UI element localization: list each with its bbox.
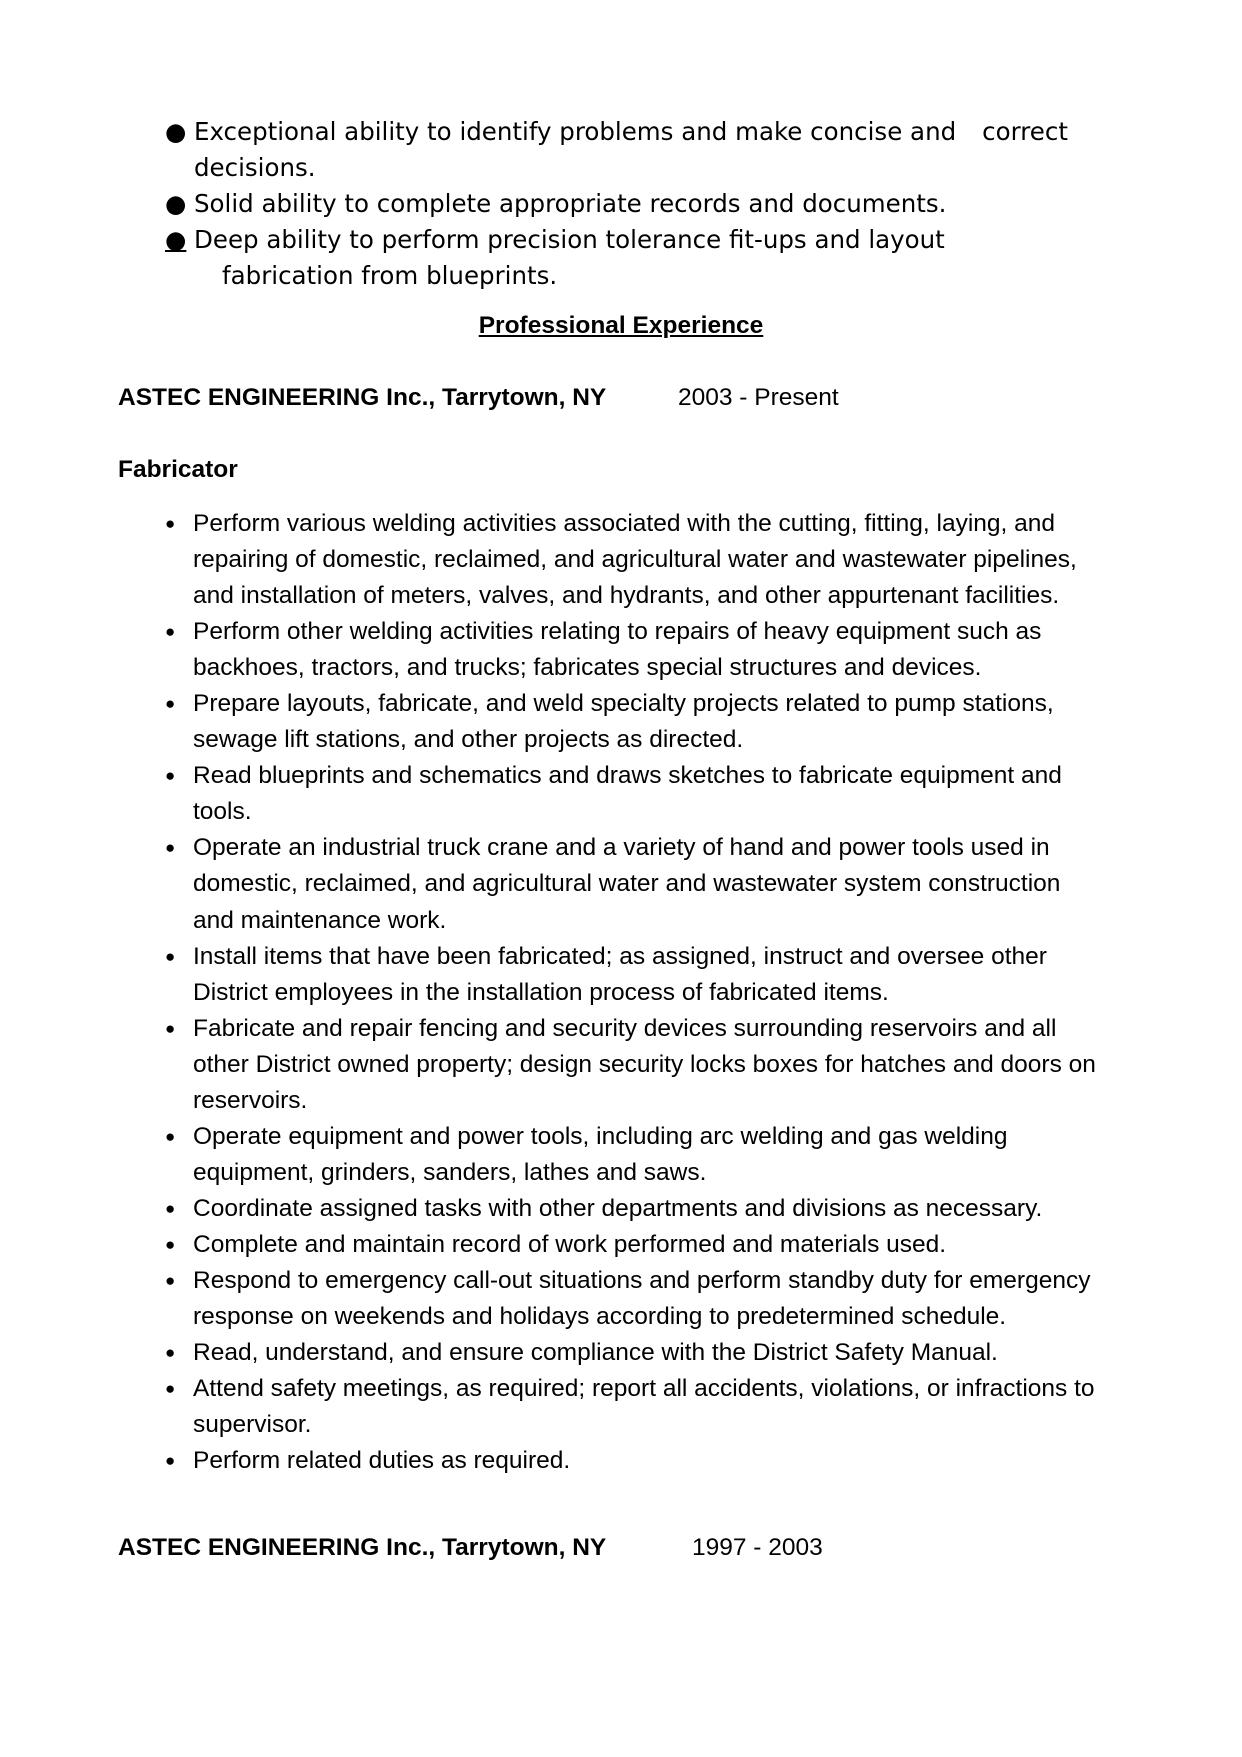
skill-line: Deep ability to perform precision tolerance fit-ups and layout xyxy=(194,225,945,254)
duty-line: domestic, reclaimed, and agricultural water and wastewater system construction xyxy=(193,870,1061,898)
duty-item xyxy=(165,506,1125,614)
skill-line-tail: correct xyxy=(982,117,1068,146)
duty-line: backhoes, tractors, and trucks; fabricates special structures and devices. xyxy=(193,654,982,682)
duties-list xyxy=(165,506,1125,1479)
duty-line: ● Coordinate assigned tasks with other departments and divisions as necessary. xyxy=(193,1194,1043,1222)
duty-line: ● Read, understand, and ensure compliance with the District Safety Manual. xyxy=(193,1339,998,1367)
duty-item xyxy=(165,686,1125,758)
duty-item xyxy=(165,1443,1125,1479)
duty-line: other District owned property; design security locks boxes for hatches and doors on xyxy=(193,1050,1096,1078)
company-name: ASTEC ENGINEERING Inc., Tarrytown, NY xyxy=(118,1534,607,1561)
job-header xyxy=(118,384,839,412)
duty-line: ● Perform various welding activities associated with the cutting, fitting, laying, and xyxy=(193,510,1056,537)
skill-item xyxy=(165,222,1125,294)
duty-line: ● Read blueprints and schematics and draws sketches to fabricate equipment and xyxy=(193,762,1062,790)
duty-item xyxy=(165,830,1125,938)
job-title: Fabricator xyxy=(118,456,238,483)
skills-list xyxy=(165,114,1125,294)
duty-line: reservoirs. xyxy=(193,1086,308,1114)
duty-line: ● Perform related duties as required. xyxy=(193,1447,571,1475)
duty-item xyxy=(165,1119,1125,1191)
duty-item xyxy=(165,939,1125,1011)
duty-line: and maintenance work. xyxy=(193,906,447,934)
duty-line: ● Respond to emergency call-out situations and perform standby duty for emergency xyxy=(193,1266,1091,1294)
duty-item xyxy=(165,1335,1125,1371)
bullet-icon: ● xyxy=(165,117,187,146)
company-name: ASTEC ENGINEERING Inc., Tarrytown, NY xyxy=(118,384,607,411)
duty-item xyxy=(165,614,1125,686)
skill-line: decisions. xyxy=(194,153,316,182)
duty-item xyxy=(165,1263,1125,1335)
duty-line: and installation of meters, valves, and hydrants, and other appurtenant facilities. xyxy=(193,582,1060,610)
duty-line: ● Prepare layouts, fabricate, and weld specialty projects related to pump stations, xyxy=(193,690,1054,718)
duty-line: repairing of domestic, reclaimed, and agricultural water and wastewater pipelines, xyxy=(193,546,1077,574)
duty-line: ● Perform other welding activities relating to repairs of heavy equipment such as xyxy=(193,618,1042,646)
skill-item xyxy=(165,186,1125,222)
duty-line: ● Install items that have been fabricated; as assigned, instruct and oversee other xyxy=(193,942,1047,970)
duty-line: ● Attend safety meetings, as required; report all accidents, violations, or infractions to xyxy=(193,1375,1095,1403)
duty-line: ● Fabricate and repair fencing and security devices surrounding reservoirs and all xyxy=(193,1014,1057,1042)
skill-line: Solid ability to complete appropriate records and documents. xyxy=(194,189,947,218)
duty-item xyxy=(165,1011,1125,1119)
duty-line: ● Operate equipment and power tools, including arc welding and gas welding xyxy=(193,1122,1008,1150)
job-dates: 1997 - 2003 xyxy=(692,1534,823,1561)
section-heading: Professional Experience xyxy=(478,312,764,339)
skill-line: Exceptional ability to identify problems and make concise and xyxy=(194,117,957,146)
duty-line: tools. xyxy=(193,798,252,826)
duty-item xyxy=(165,758,1125,830)
skill-line: fabrication from blueprints. xyxy=(222,261,558,290)
duty-line: District employees in the installation process of fabricated items. xyxy=(193,978,889,1006)
duty-line: sewage lift stations, and other projects as directed. xyxy=(193,726,744,754)
duty-line: response on weekends and holidays according to predetermined schedule. xyxy=(193,1303,1007,1331)
duty-line: ● Operate an industrial truck crane and a variety of hand and power tools used in xyxy=(193,834,1050,862)
bullet-icon: ● xyxy=(165,225,187,254)
duty-line: ● Complete and maintain record of work performed and materials used. xyxy=(193,1230,947,1258)
job-dates: 2003 - Present xyxy=(678,384,839,411)
duty-line: equipment, grinders, sanders, lathes and saws. xyxy=(193,1158,707,1186)
duty-item xyxy=(165,1227,1125,1263)
skill-item xyxy=(165,114,1125,186)
bullet-icon: ● xyxy=(165,189,187,218)
duty-item xyxy=(165,1371,1125,1443)
job-header xyxy=(118,1534,823,1562)
duty-line: supervisor. xyxy=(193,1411,312,1439)
duty-item xyxy=(165,1191,1125,1227)
